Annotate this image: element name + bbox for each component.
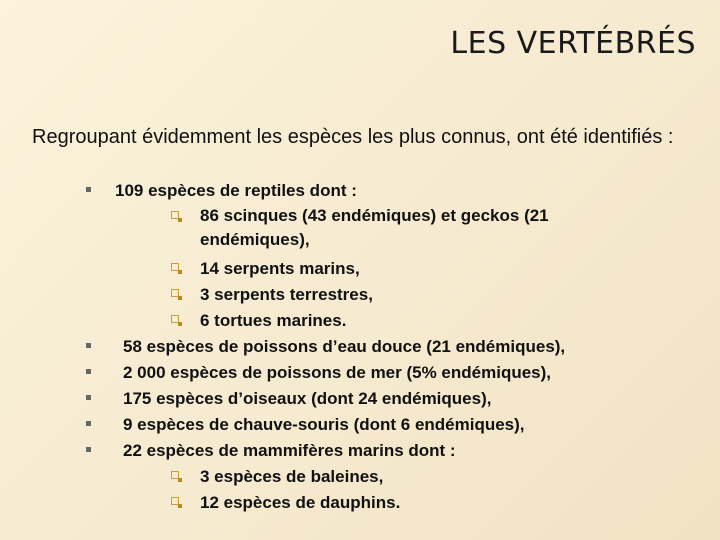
sub-list-item — [0, 490, 720, 516]
sub-list-item-text: 3 espèces de baleines, — [200, 467, 384, 486]
checkbox-bullet-icon — [171, 211, 179, 219]
sub-list-item — [0, 464, 720, 490]
list-item — [0, 360, 720, 386]
square-bullet-icon — [86, 343, 91, 348]
list-item — [0, 178, 720, 204]
list-item — [0, 412, 720, 438]
list-item-text: 2 000 espèces de poissons de mer (5% endémiques), — [123, 363, 552, 382]
square-bullet-icon — [86, 187, 91, 192]
sub-list-item-text: 86 scinques (43 endémiques) et geckos (21 endémiques), — [200, 206, 549, 249]
list-item-text: 22 espèces de mammifères marins dont : — [123, 441, 456, 460]
sub-list-item-text: 12 espèces de dauphins. — [200, 493, 401, 512]
sub-list-item — [0, 204, 720, 256]
list-item-text: 58 espèces de poissons d’eau douce (21 endémiques), — [123, 337, 566, 356]
sub-list-item — [0, 282, 720, 308]
checkbox-bullet-icon — [171, 289, 179, 297]
square-bullet-icon — [86, 369, 91, 374]
checkbox-bullet-icon — [171, 263, 179, 271]
square-bullet-icon — [86, 447, 91, 452]
sub-list-item-text: 3 serpents terrestres, — [200, 285, 373, 304]
bullet-list — [0, 178, 720, 516]
square-bullet-icon — [86, 395, 91, 400]
checkbox-bullet-icon — [171, 315, 179, 323]
list-item-text: 109 espèces de reptiles dont : — [115, 181, 357, 200]
sub-list-item-text: 6 tortues marines. — [200, 311, 347, 330]
list-item — [0, 334, 720, 360]
checkbox-bullet-icon — [171, 497, 179, 505]
sub-list-item — [0, 308, 720, 334]
square-bullet-icon — [86, 421, 91, 426]
checkbox-bullet-icon — [171, 471, 179, 479]
intro-text: Regroupant évidemment les espèces les plus connus, ont été identifiés : — [32, 126, 674, 148]
sub-list-item-text: 14 serpents marins, — [200, 259, 360, 278]
list-item — [0, 386, 720, 412]
list-item-text: 175 espèces d’oiseaux (dont 24 endémiques), — [123, 389, 492, 408]
sub-list-item — [0, 256, 720, 282]
list-item-text: 9 espèces de chauve-souris (dont 6 endémiques), — [123, 415, 525, 434]
list-item — [0, 438, 720, 464]
slide-title: LES VERTÉBRÉS — [450, 26, 696, 61]
